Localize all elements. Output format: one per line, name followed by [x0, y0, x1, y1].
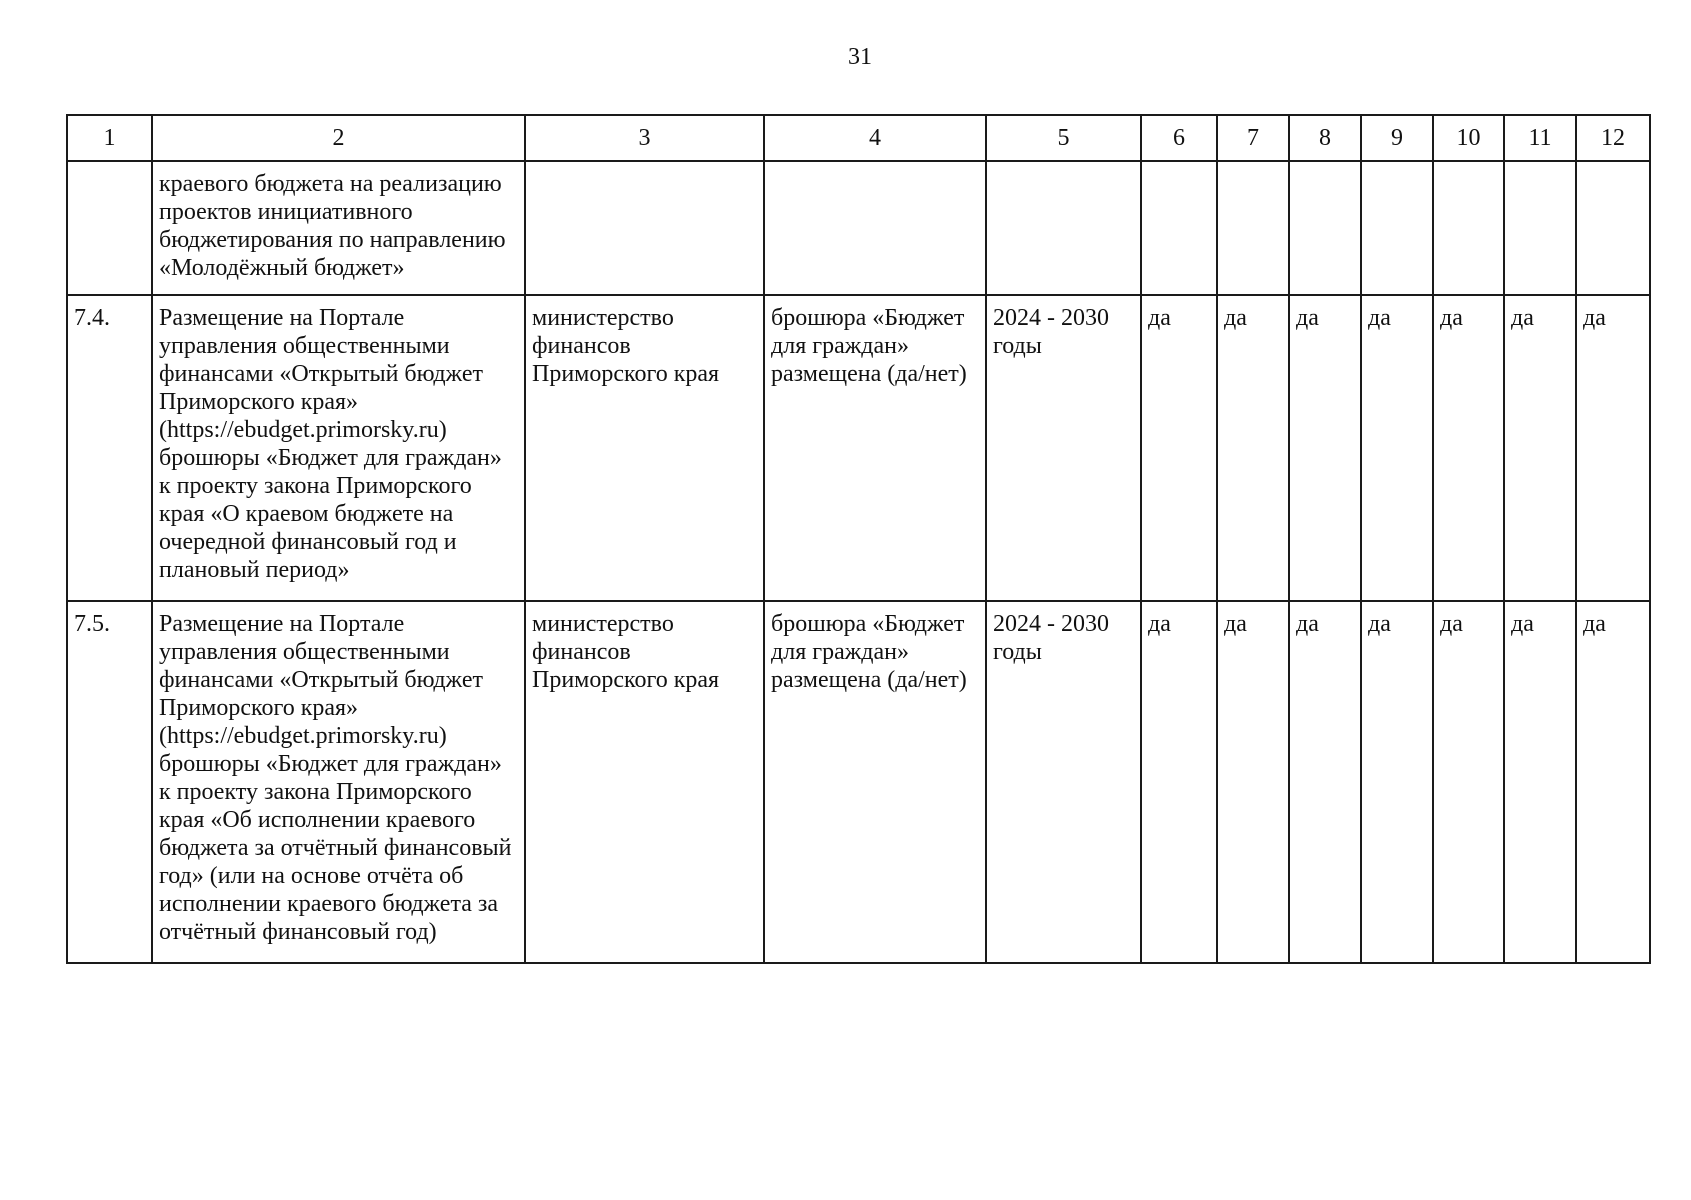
row-value-10	[1433, 161, 1504, 295]
row-number: 7.4.	[67, 295, 152, 601]
row-value-10: да	[1433, 295, 1504, 601]
row-value-8: да	[1289, 295, 1361, 601]
row-value-11: да	[1504, 295, 1576, 601]
header-col-9: 9	[1361, 115, 1433, 161]
row-value-7	[1217, 161, 1289, 295]
header-col-3: 3	[525, 115, 764, 161]
row-period: 2024 - 2030 годы	[986, 601, 1141, 963]
header-col-12: 12	[1576, 115, 1650, 161]
row-indicator: брошюра «Бюджет для граждан» размещена (да/нет)	[764, 601, 986, 963]
table-row	[67, 601, 1650, 963]
row-value-7: да	[1217, 601, 1289, 963]
header-col-5: 5	[986, 115, 1141, 161]
header-row	[67, 115, 1650, 161]
row-value-12: да	[1576, 601, 1650, 963]
row-value-8: да	[1289, 601, 1361, 963]
row-value-9	[1361, 161, 1433, 295]
header-col-1: 1	[67, 115, 152, 161]
measures-table	[66, 114, 1651, 964]
row-value-12	[1576, 161, 1650, 295]
row-responsible	[525, 161, 764, 295]
row-indicator: брошюра «Бюджет для граждан» размещена (да/нет)	[764, 295, 986, 601]
row-value-9: да	[1361, 295, 1433, 601]
row-value-10: да	[1433, 601, 1504, 963]
header-col-2: 2	[152, 115, 525, 161]
table-row	[67, 295, 1650, 601]
row-value-12: да	[1576, 295, 1650, 601]
header-col-4: 4	[764, 115, 986, 161]
row-number	[67, 161, 152, 295]
row-value-9: да	[1361, 601, 1433, 963]
row-period: 2024 - 2030 годы	[986, 295, 1141, 601]
row-value-6: да	[1141, 601, 1217, 963]
row-value-6	[1141, 161, 1217, 295]
header-col-7: 7	[1217, 115, 1289, 161]
row-value-7: да	[1217, 295, 1289, 601]
row-description: краевого бюджета на реализацию проектов инициативного бюджетирования по направлению «Молодёжный бюджет»	[152, 161, 525, 295]
header-col-8: 8	[1289, 115, 1361, 161]
row-indicator	[764, 161, 986, 295]
row-responsible: министерство финансов Приморского края	[525, 295, 764, 601]
row-number: 7.5.	[67, 601, 152, 963]
row-value-8	[1289, 161, 1361, 295]
row-value-11: да	[1504, 601, 1576, 963]
row-description: Размещение на Портале управления общественными финансами «Открытый бюджет Приморского края» (https://ebudget.primorsky.ru) брошюры «Бюджет для граждан» к проекту закона Приморского края «Об исполнении краевого бюджета за отчётный финансовый год» (или на основе отчёта об исполнении краевого бюджета за отчётный финансовый год)	[152, 601, 525, 963]
table-row	[67, 161, 1650, 295]
page-number: 31	[848, 44, 872, 70]
header-col-11: 11	[1504, 115, 1576, 161]
row-value-11	[1504, 161, 1576, 295]
row-value-6: да	[1141, 295, 1217, 601]
row-description: Размещение на Портале управления общественными финансами «Открытый бюджет Приморского края» (https://ebudget.primorsky.ru) брошюры «Бюджет для граждан» к проекту закона Приморского края «О краевом бюджете на очередной финансовый год и плановый период»	[152, 295, 525, 601]
row-period	[986, 161, 1141, 295]
row-responsible: министерство финансов Приморского края	[525, 601, 764, 963]
header-col-6: 6	[1141, 115, 1217, 161]
header-col-10: 10	[1433, 115, 1504, 161]
